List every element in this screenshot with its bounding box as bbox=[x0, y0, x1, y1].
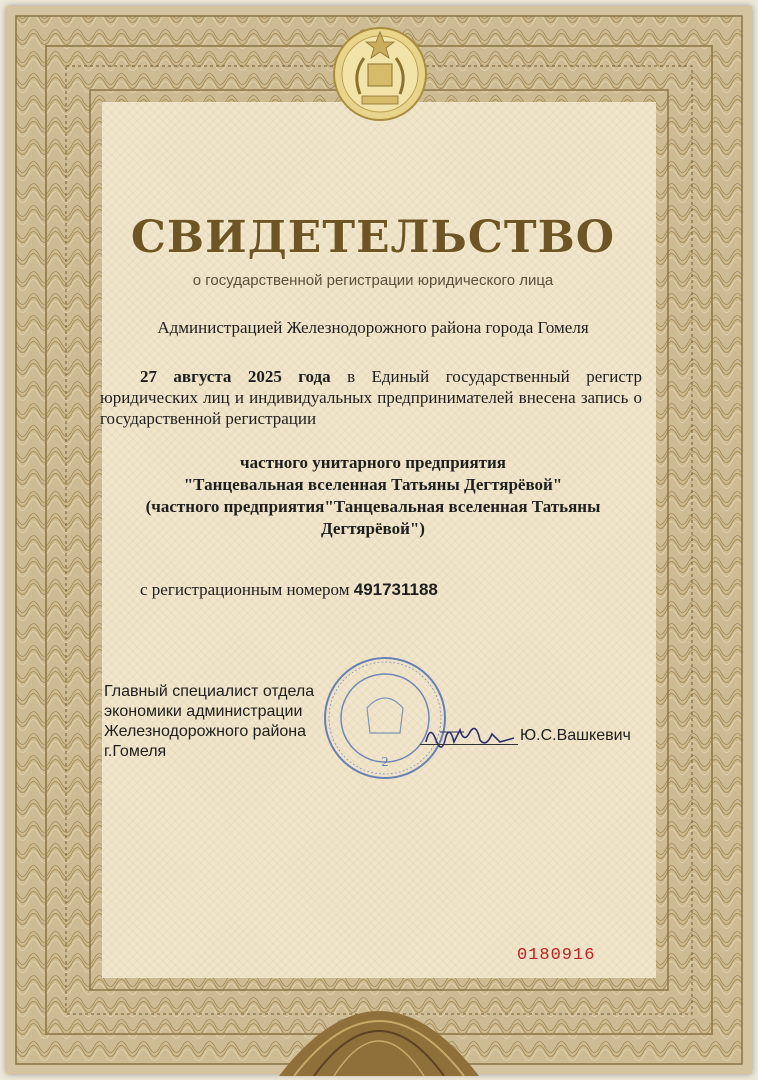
signer-title-line-4: г.Гомеля bbox=[104, 743, 167, 760]
certificate-subtitle: о государственной регистрации юридического лица bbox=[192, 272, 554, 289]
signer-title-line-2: экономики администрации bbox=[104, 703, 303, 720]
signer-name: Ю.С.Вашкевич bbox=[520, 727, 631, 744]
entity-line-1: частного унитарного предприятия bbox=[239, 453, 507, 472]
registration-body-text: в Единый государственный регистр юридических лиц и индивидуальных предпринимателей внесена запись о государственной регистрации bbox=[100, 367, 642, 428]
entity-line-2: "Танцевальная вселенная Татьяны Дегтярёвой" bbox=[183, 475, 563, 494]
state-emblem bbox=[330, 24, 430, 124]
signer-title-line-1: Главный специалист отдела bbox=[104, 683, 315, 700]
signer-title-line-3: Железнодорожного района bbox=[104, 723, 307, 740]
entity-name-block bbox=[96, 452, 650, 540]
handwritten-signature bbox=[420, 718, 520, 752]
registration-paragraph bbox=[100, 366, 642, 429]
registration-date: 27 августа 2025 года bbox=[140, 367, 331, 386]
serial-number: 0180916 bbox=[517, 946, 596, 965]
registration-number-label: с регистрационным номером bbox=[140, 580, 350, 599]
entity-line-3: (частного предприятия"Танцевальная вселенная Татьяны bbox=[145, 497, 601, 516]
issuing-authority: Администрацией Железнодорожного района города Гомеля bbox=[157, 318, 589, 337]
registration-number: 491731188 bbox=[353, 580, 438, 599]
registration-number-line bbox=[140, 580, 438, 600]
certificate-title: СВИДЕТЕЛЬСТВО bbox=[130, 212, 616, 263]
signature-line bbox=[420, 744, 518, 745]
entity-line-4: Дегтярёвой") bbox=[321, 519, 425, 538]
stamp-center-number: 2 bbox=[381, 755, 389, 770]
certificate-sheet bbox=[6, 6, 752, 1074]
bottom-ornament bbox=[279, 966, 479, 1076]
signer-title bbox=[104, 682, 344, 762]
